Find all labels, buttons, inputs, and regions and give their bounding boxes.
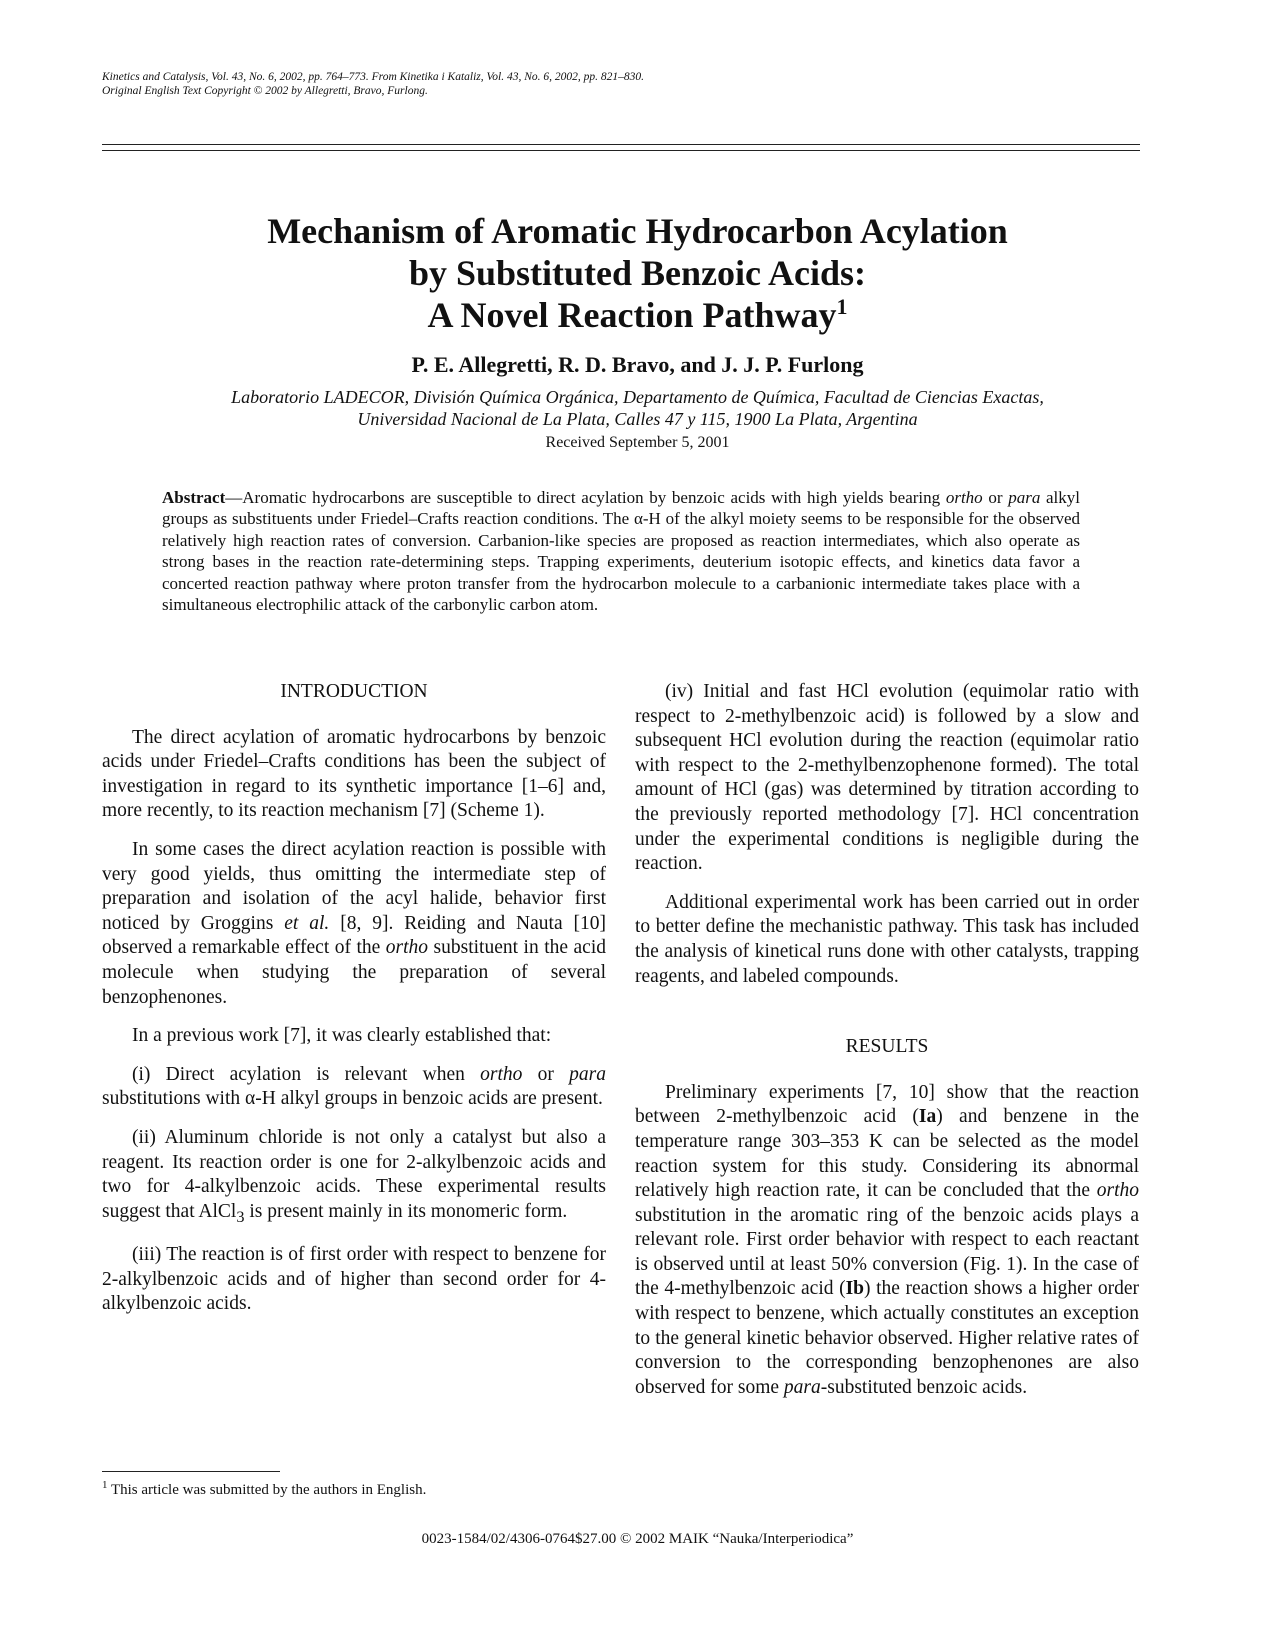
- journal-header: [102, 70, 644, 98]
- section-heading-results: RESULTS: [845, 1036, 929, 1058]
- paragraph: Preliminary experiments [7, 10] show that the reaction between 2-methylbenzoic acid (Ia) and benzene in the temperature range 303–353 K can be selected as the model reaction system for this study. Considering its abnormal relatively high reaction rate, it can be concluded that the ortho substitution in the aromatic ring of the benzoic acids plays a relevant role. First order behavior with respect to each reactant is observed until at least 50% conversion (Fig. 1). In the case of the 4-methylbenzoic acid (Ib) the reaction shows a higher order with respect to benzene, which actually constitutes an exception to the general kinetic behavior observed. Higher relative rates of conversion to the corresponding benzophenones are also observed for some para-substituted benzoic acids.: [635, 1081, 1139, 1398]
- title-line-1: Mechanism of Aromatic Hydrocarbon Acylation: [267, 211, 1008, 251]
- authors: P. E. Allegretti, R. D. Bravo, and J. J. P. Furlong: [411, 352, 864, 377]
- footnote-mark: 1: [102, 1479, 108, 1491]
- header-rule-bottom: [102, 150, 1140, 151]
- abstract-label: Abstract: [162, 488, 226, 507]
- title-line-3: A Novel Reaction Pathway$^1$: [427, 294, 848, 335]
- list-item: (ii) Aluminum chloride is not only a catalyst but also a reagent. Its reaction order is one for 2-alkylbenzoic acids and two for 4-alkylbenzoic acids. These experimental results suggest that AlCl$_3$ is present mainly in its monomeric form.: [102, 1126, 606, 1226]
- title-line-2: by Substituted Benzoic Acids:: [408, 253, 867, 293]
- list-item: (iii) The reaction is of first order with respect to benzene for 2-alkylbenzoic acids and of higher than second order for 4-alkylbenzoic acids.: [102, 1244, 606, 1315]
- footnote: $^1$ This article was submitted by the authors in English.: [102, 1479, 427, 1498]
- right-column: [635, 680, 1139, 1414]
- title-footnote-mark[interactable]: 1: [836, 294, 848, 319]
- list-item: (iv) Initial and fast HCl evolution (equimolar ratio with respect to 2-methylbenzoic acid) is followed by a slow and subsequent HCl evolution during the reaction (equimolar ratio with respect to the 2-methylbenzophenone formed). The total amount of HCl (gas) was determined by titration according to the previously reported methodology [7]. HCl concentration under the experimental conditions is negligible during the reaction.: [635, 681, 1139, 875]
- header-rule-top: [102, 144, 1140, 145]
- abstract: Abstract—Aromatic hydrocarbons are susceptible to direct acylation by benzoic acids with high yields bearing ortho or para alkyl groups as substituents under Friedel–Crafts reaction conditions. The α-H of the alkyl moiety seems to be responsible for the observed relatively high reaction rates of conversion. Carbanion-like species are proposed as reaction intermediates, which also operate as strong bases in the reaction rate-determining steps. Trapping experiments, deuterium isotopic effects, and kinetics data favor a concerted reaction pathway where proton transfer from the hydrocarbon molecule to a carbanionic intermediate takes place with a simultaneous electrophilic attack of the carbonylic carbon atom.: [162, 488, 1080, 615]
- paragraph: Additional experimental work has been carried out in order to better define the mechanistic pathway. This task has included the analysis of kinetical runs done with other catalysts, trapping reagents, and labeled compounds.: [635, 891, 1139, 987]
- affiliation-line-1: Laboratorio LADECOR, División Química Orgánica, Departamento de Química, Facultad de Ciencias Exactas,: [231, 387, 1044, 407]
- affiliation-line-2: Universidad Nacional de La Plata, Calles 47 y 115, 1900 La Plata, Argentina: [357, 409, 918, 429]
- left-column: [102, 680, 606, 1331]
- section-heading-introduction: INTRODUCTION: [280, 681, 428, 702]
- paragraph: In a previous work [7], it was clearly established that:: [132, 1025, 552, 1047]
- affiliation: [0, 386, 1275, 430]
- paragraph: In some cases the direct acylation reaction is possible with very good yields, thus omitting the intermediate step of preparation and isolation of the acyl halide, behavior first noticed by Groggins et al. [8, 9]. Reiding and Nauta [10] observed a remarkable effect of the ortho substituent in the acid molecule when studying the preparation of several benzophenones.: [102, 838, 607, 1008]
- list-item: (i) Direct acylation is relevant when ortho or para substitutions with α-H alkyl groups in benzoic acids are present.: [102, 1063, 606, 1110]
- footnote-rule: [102, 1471, 280, 1472]
- copyright-footer: 0023-1584/02/4306-0764$27.00 © 2002 MAIK “Nauka/Interperiodica”: [421, 1531, 854, 1547]
- received-date: Received September 5, 2001: [545, 434, 730, 451]
- journal-header-line-1: Kinetics and Catalysis, Vol. 43, No. 6, 2002, pp. 764–773. From Kinetika i Kataliz, Vol. 43, No. 6, 2002, pp. 821–830.: [102, 71, 644, 83]
- article-title: [0, 210, 1275, 336]
- paragraph: The direct acylation of aromatic hydrocarbons by benzoic acids under Friedel–Crafts conditions has been the subject of investigation in regard to its synthetic importance [1–6] and, more recently, to its reaction mechanism [7] (Scheme 1).: [102, 726, 606, 822]
- journal-header-line-2: Original English Text Copyright © 2002 by Allegretti, Bravo, Furlong.: [102, 85, 428, 97]
